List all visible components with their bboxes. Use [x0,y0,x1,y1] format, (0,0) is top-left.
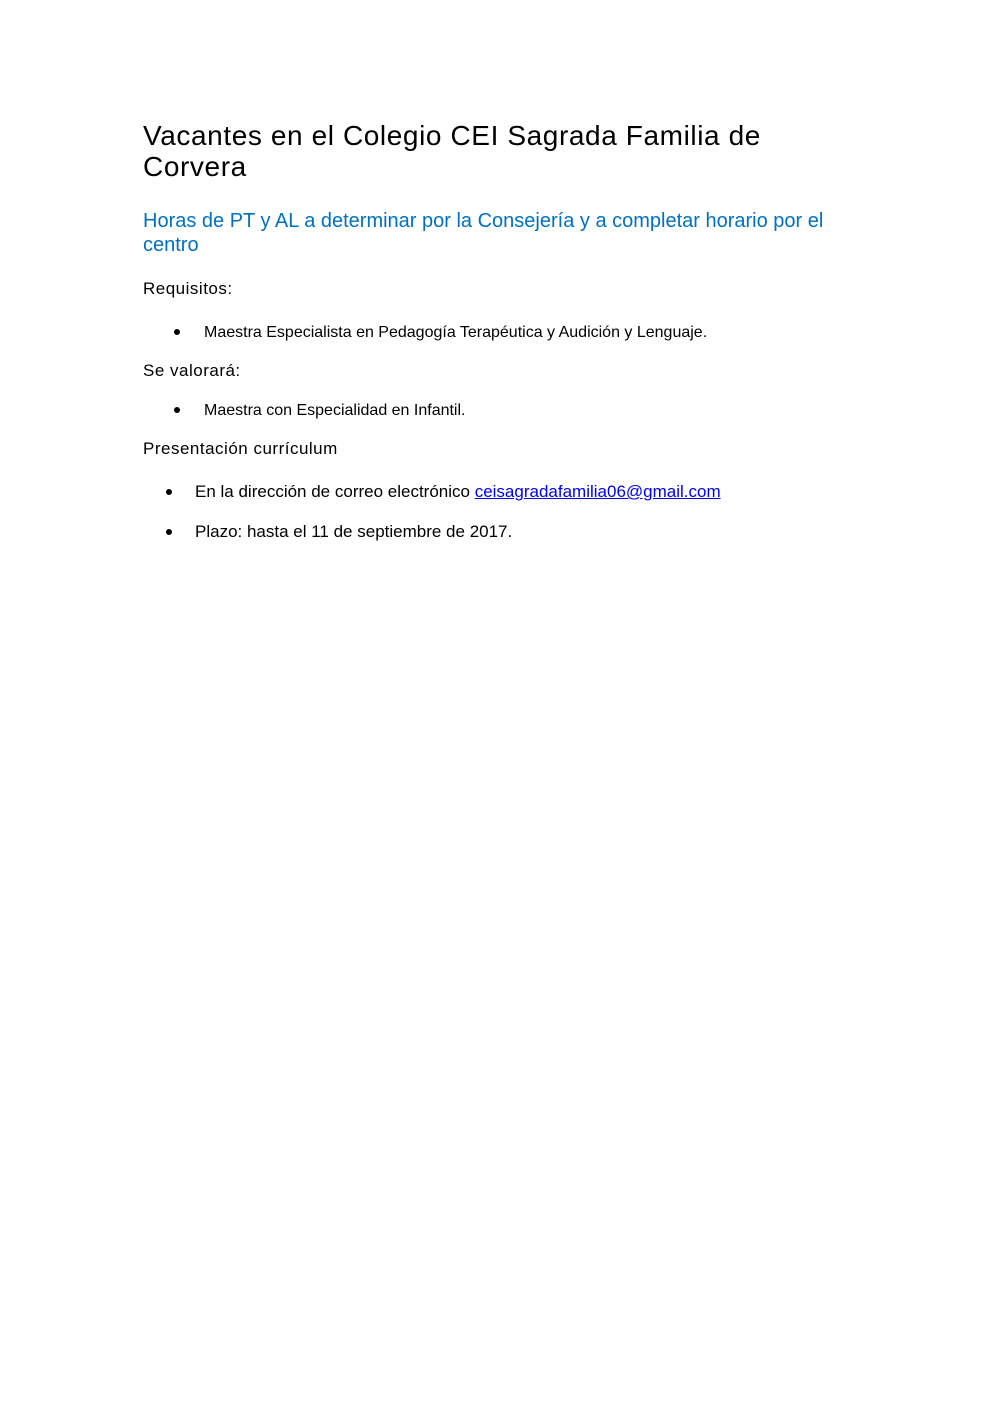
curriculum-heading: Presentación currículum [143,439,338,458]
deadline-text: Plazo: hasta el 11 de septiembre de 2017. [195,522,513,541]
bullet-icon [174,407,180,413]
page-subtitle: Horas de PT y AL a determinar por la Consejería y a completar horario por el centro [143,210,824,256]
valorara-text: Maestra con Especialidad en Infantil. [204,402,466,419]
bullet-icon [166,489,172,495]
email-link[interactable]: ceisagradafamilia06@gmail.com [474,482,721,501]
valorara-heading: Se valorará: [143,361,241,380]
requisitos-heading: Requisitos: [143,279,233,298]
bullet-icon [166,529,172,535]
email-line [195,482,721,502]
page-title: Vacantes en el Colegio CEI Sagrada Familia de Corvera [143,120,761,182]
email-prefix-text: En la dirección de correo electrónico [195,482,475,501]
bullet-icon [174,329,180,335]
requisito-text: Maestra Especialista en Pedagogía Terapéutica y Audición y Lenguaje. [204,324,708,341]
